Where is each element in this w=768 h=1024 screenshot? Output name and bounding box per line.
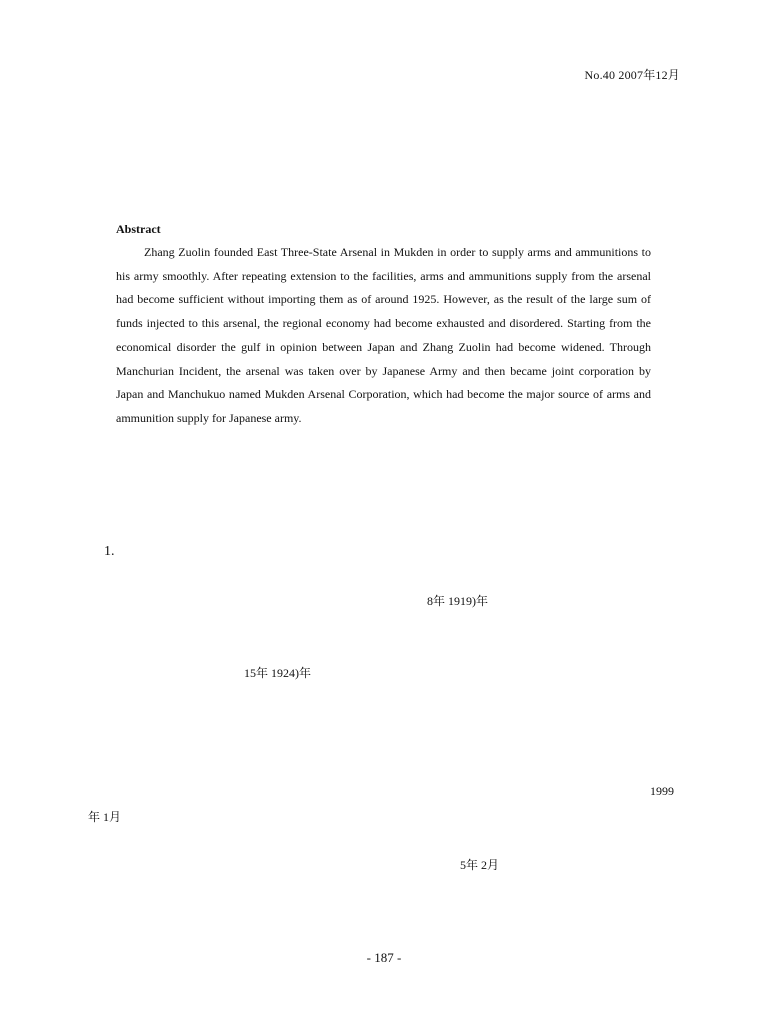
body-line-10-start: 年 1月 <box>88 810 122 824</box>
body-line-1-middle: 8年 1919)年 <box>427 594 488 608</box>
section-heading <box>104 544 125 560</box>
abstract-block <box>116 222 651 431</box>
page-number: - 187 - <box>366 950 402 965</box>
abstract-heading: Abstract <box>116 222 161 236</box>
journal-issue-reference: No.40 2007年12月 <box>584 68 680 82</box>
body-line-4-middle: 15年 1924)年 <box>244 666 311 680</box>
body-line-9-end: 1999 <box>650 784 674 798</box>
abstract-text: Zhang Zuolin founded East Three-State Arsenal in Mukden in order to supply arms and ammunitions to his army smoothly. After repeating extension to the facilities, arms and ammunitions supply from the arsenal had become sufficient without importing them as of around 1925. However, as the result of the large sum of funds injected to this arsenal, the regional economy had become exhausted and disordered. Starting from the economical disorder the gulf in opinion between Japan and Zhang Zuolin had become widened. Through Manchurian Incident, the arsenal was taken over by Japanese Army and then became joint corporation by Japan and Manchukuo named Mukden Arsenal Corporation, which had become the major source of arms and ammunition supply for Japanese army. <box>116 245 651 425</box>
body-line-12-end: 5年 2月 <box>460 858 500 872</box>
section-number: 1. <box>104 544 115 559</box>
